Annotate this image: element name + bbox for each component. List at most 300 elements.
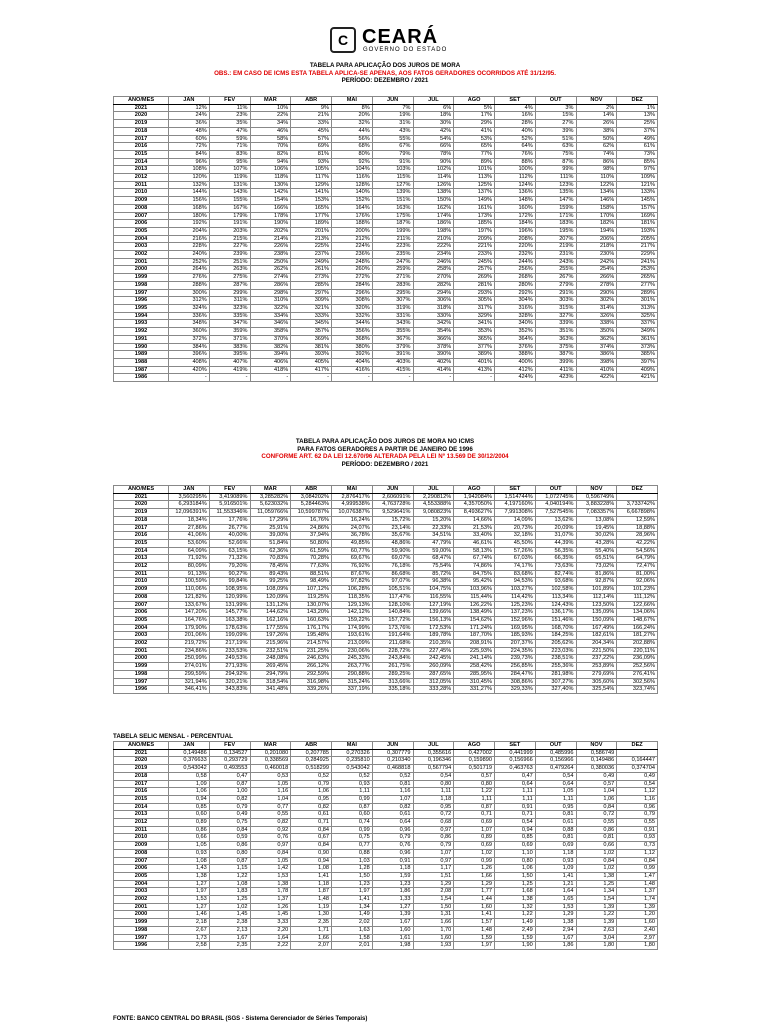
table-cell: 77%	[454, 150, 495, 158]
table-cell: 279,69%	[576, 670, 617, 678]
table-cell: 59%	[209, 135, 250, 143]
table-cell: 0,69	[454, 842, 495, 850]
table-cell: 178,63%	[209, 624, 250, 632]
table-cell: 190%	[250, 220, 291, 228]
table-cell: 225,93%	[454, 647, 495, 655]
table-cell: 279%	[535, 281, 576, 289]
table-cell: 110%	[576, 174, 617, 182]
table-cell: 160,63%	[291, 616, 332, 624]
table-cell: 15%	[535, 112, 576, 120]
table-cell: 1,50	[495, 872, 536, 880]
table-cell: 238%	[250, 251, 291, 259]
table-cell: 2,07	[291, 942, 332, 950]
table-cell: 215,96%	[250, 640, 291, 648]
table-cell: 363%	[535, 335, 576, 343]
table-cell: 40,00%	[209, 532, 250, 540]
table-cell: 1,08	[291, 865, 332, 873]
row-year: 2000	[114, 655, 169, 663]
table-cell: 107%	[209, 166, 250, 174]
table-row	[114, 197, 658, 205]
table-cell: 309%	[291, 297, 332, 305]
table-cell: 3,883228%	[576, 501, 617, 509]
table-cell: 2,97	[617, 934, 658, 942]
row-year: 2016	[114, 532, 169, 540]
table-cell: 0,84	[576, 803, 617, 811]
table-cell: 40%	[495, 127, 536, 135]
table-cell: 1,08	[209, 880, 250, 888]
table-row	[114, 547, 658, 555]
table-cell: 77,63%	[291, 563, 332, 571]
table-cell: 7,991308%	[495, 509, 536, 517]
table-row	[114, 281, 658, 289]
table-cell: 140%	[332, 189, 373, 197]
table-cell: 105%	[291, 166, 332, 174]
table-cell: 1,12	[617, 849, 658, 857]
table-cell: 164,76%	[169, 616, 210, 624]
table-header-row	[114, 486, 658, 494]
table-cell: 0,61	[535, 819, 576, 827]
table-cell: 9,529641%	[372, 509, 413, 517]
table-cell: 1%	[617, 104, 658, 112]
row-year: 2004	[114, 235, 169, 243]
table-cell: 258,42%	[454, 663, 495, 671]
table-cell: 33%	[291, 120, 332, 128]
table-cell: 64,09%	[169, 547, 210, 555]
table-cell: 343%	[372, 320, 413, 328]
table-cell: 1,22	[495, 911, 536, 919]
table-row	[114, 304, 658, 312]
table-cell: 134%	[576, 189, 617, 197]
table-cell: 299,59%	[169, 670, 210, 678]
table-cell: 304%	[495, 297, 536, 305]
table-cell: 422%	[576, 374, 617, 382]
table-cell: 43%	[372, 127, 413, 135]
table-cell: 0,52	[372, 772, 413, 780]
table-cell: 103,96%	[454, 586, 495, 594]
table-cell: 184,25%	[535, 632, 576, 640]
table-row	[114, 274, 658, 282]
table-cell: 148,67%	[617, 616, 658, 624]
row-year: 2016	[114, 788, 169, 796]
table-cell: 407%	[209, 358, 250, 366]
table-cell: 114%	[413, 174, 454, 182]
table-cell: 1,02	[209, 903, 250, 911]
row-year: 1997	[114, 289, 169, 297]
table-cell: 97%	[617, 166, 658, 174]
table-cell: 1,60	[454, 903, 495, 911]
table-cell: 65%	[454, 143, 495, 151]
table-cell: 154,62%	[454, 616, 495, 624]
table-cell: 168,70%	[535, 624, 576, 632]
table-cell: 0,376633	[169, 757, 210, 765]
table-row	[114, 811, 658, 819]
table1-obs: OBS.: EM CASO DE ICMS ESTA TABELA APLICA-SE APENAS, AOS FATOS GERADORES OCORRIDOS ATÉ 31/12/95.	[214, 69, 556, 77]
row-year: 2021	[114, 104, 169, 112]
table-cell: 219%	[535, 243, 576, 251]
table-cell: 173%	[454, 212, 495, 220]
table-cell: 0,79	[413, 842, 454, 850]
table-cell: 0,485996	[535, 749, 576, 757]
row-year: 2003	[114, 243, 169, 251]
table-row	[114, 880, 658, 888]
column-header: NOV	[576, 97, 617, 105]
table-cell: 1,05	[250, 780, 291, 788]
table-cell: 1,57	[454, 919, 495, 927]
table-cell: 79%	[372, 150, 413, 158]
table-cell: 1,54	[576, 896, 617, 904]
table-cell: 96,38%	[413, 578, 454, 586]
table-row	[114, 780, 658, 788]
table-row	[114, 934, 658, 942]
table-cell: 245,33%	[332, 655, 373, 663]
table-cell: 15,72%	[372, 516, 413, 524]
table-cell: 419%	[209, 366, 250, 374]
table-cell: 179,90%	[169, 624, 210, 632]
table-cell: 74,86%	[454, 563, 495, 571]
table-cell: 124%	[495, 181, 536, 189]
table-cell: 162,16%	[250, 616, 291, 624]
table-row	[114, 204, 658, 212]
table-cell: 121%	[617, 181, 658, 189]
table-cell: 0,91	[617, 826, 658, 834]
table-cell: 239%	[209, 251, 250, 259]
table-cell: 1,08	[169, 857, 210, 865]
table-cell: 191,64%	[372, 632, 413, 640]
table-cell: 370%	[250, 335, 291, 343]
table-cell: 1,61	[372, 934, 413, 942]
table-cell: 0,66	[576, 842, 617, 850]
column-header: FEV	[209, 486, 250, 494]
table-cell: 52,66%	[209, 539, 250, 547]
table-cell: 314%	[576, 304, 617, 312]
table-cell: 1,80	[576, 942, 617, 950]
table-cell: 11,553346%	[209, 509, 250, 517]
table-cell: 142,12%	[332, 609, 373, 617]
table-cell: 117%	[291, 174, 332, 182]
table-cell: 216%	[169, 235, 210, 243]
table-cell: 47,79%	[413, 539, 454, 547]
table-cell: 289%	[617, 289, 658, 297]
table-cell: 325%	[617, 312, 658, 320]
table-cell: 2,02	[332, 919, 373, 927]
table-cell: 343,83%	[209, 686, 250, 694]
table-cell: 225%	[291, 243, 332, 251]
table-cell: 253%	[617, 266, 658, 274]
table-cell: 0,460018	[250, 765, 291, 773]
table-cell: 222%	[413, 243, 454, 251]
table-cell: 0,80	[454, 780, 495, 788]
table-cell: 143%	[209, 189, 250, 197]
table-cell: 35,67%	[372, 532, 413, 540]
table-cell: 3,560295%	[169, 493, 210, 501]
table-cell: 386%	[576, 351, 617, 359]
table-row	[114, 686, 658, 694]
table-cell: 53%	[454, 135, 495, 143]
table-cell: 256%	[495, 266, 536, 274]
table-cell: 174,99%	[332, 624, 373, 632]
table-cell: 245%	[454, 258, 495, 266]
table-row	[114, 872, 658, 880]
table-cell: 1,67	[209, 934, 250, 942]
table-cell: 410%	[576, 366, 617, 374]
table-cell: 327%	[535, 312, 576, 320]
table-cell: 288%	[169, 281, 210, 289]
table-cell: 289,25%	[372, 670, 413, 678]
column-header: JAN	[169, 486, 210, 494]
table-cell: 390%	[413, 351, 454, 359]
row-year: 2001	[114, 903, 169, 911]
table-cell: -	[413, 374, 454, 382]
table-cell: 0,543042	[169, 765, 210, 773]
table-cell: 1,50	[413, 903, 454, 911]
table-cell: 244%	[495, 258, 536, 266]
row-year: 2019	[114, 765, 169, 773]
table-cell: 194%	[576, 227, 617, 235]
table-cell: 129,13%	[332, 601, 373, 609]
table-cell	[617, 749, 658, 757]
table-cell: 0,49	[617, 772, 658, 780]
table-cell: 0,99	[332, 826, 373, 834]
table-cell: 67,03%	[495, 555, 536, 563]
table-cell: 120,09%	[250, 593, 291, 601]
table-row	[114, 647, 658, 655]
table-cell: 118,35%	[332, 593, 373, 601]
table-cell: 213%	[291, 235, 332, 243]
table-cell: 76,18%	[372, 563, 413, 571]
table-cell: 13%	[617, 112, 658, 120]
table-cell: 1,16	[617, 795, 658, 803]
table1-title: TABELA PARA APLICAÇÃO DOS JUROS DE MORA	[309, 62, 461, 69]
table-cell: 236,09%	[617, 655, 658, 663]
table-cell: 1,38	[495, 896, 536, 904]
table-cell: 46%	[250, 127, 291, 135]
table-cell: 70,83%	[250, 555, 291, 563]
table-cell: 5,623032%	[250, 501, 291, 509]
row-year: 2002	[114, 251, 169, 259]
table-cell: 7%	[372, 104, 413, 112]
table-cell: 108,95%	[209, 586, 250, 594]
table-cell: 62,36%	[250, 547, 291, 555]
table-cell: 0,95	[535, 803, 576, 811]
row-year: 2011	[114, 570, 169, 578]
table-cell: 1,11	[495, 795, 536, 803]
row-year: 1991	[114, 335, 169, 343]
row-year: 2002	[114, 640, 169, 648]
table-cell: 0,60	[332, 811, 373, 819]
table-row	[114, 343, 658, 351]
table-cell: 0,97	[413, 857, 454, 865]
table-cell: 132%	[169, 181, 210, 189]
table-cell: 181%	[617, 220, 658, 228]
table-cell: 263,77%	[332, 663, 373, 671]
table-cell: 210,35%	[413, 640, 454, 648]
table-row	[114, 888, 658, 896]
table-cell: 123%	[535, 181, 576, 189]
table-cell: 1,17	[413, 865, 454, 873]
table-cell: 400%	[495, 358, 536, 366]
table-cell: 53,60%	[169, 539, 210, 547]
table-cell: 285%	[291, 281, 332, 289]
table-cell: 130,07%	[291, 601, 332, 609]
table-row	[114, 289, 658, 297]
column-header: DEZ	[617, 742, 658, 750]
table-cell: 1,072745%	[535, 493, 576, 501]
table-cell: 1,39	[372, 911, 413, 919]
table-cell: 62%	[576, 143, 617, 151]
table-cell: 99,84%	[209, 578, 250, 586]
table-cell: 0,82	[209, 795, 250, 803]
table-cell: 1,07	[413, 849, 454, 857]
table-cell: 393%	[291, 351, 332, 359]
table-cell: 144%	[169, 189, 210, 197]
table-row	[114, 509, 658, 517]
table-cell: 91%	[372, 158, 413, 166]
table-cell: 250,99%	[169, 655, 210, 663]
row-year: 1993	[114, 320, 169, 328]
table-cell: 1,18	[535, 849, 576, 857]
row-year: 1999	[114, 663, 169, 671]
table-cell: 42,22%	[617, 539, 658, 547]
table-cell: 337,19%	[332, 686, 373, 694]
table-row	[114, 819, 658, 827]
table-cell: 120,99%	[209, 593, 250, 601]
table-cell: 182%	[576, 220, 617, 228]
table-cell: 247%	[372, 258, 413, 266]
table-cell: 0,156966	[535, 757, 576, 765]
table-cell: 2,290812%	[413, 493, 454, 501]
table-cell: 308%	[332, 297, 373, 305]
table-cell: 330%	[413, 312, 454, 320]
table-cell: 1,60	[617, 919, 658, 927]
table-cell: 243%	[535, 258, 576, 266]
table-cell: 122,66%	[617, 601, 658, 609]
table-row	[114, 312, 658, 320]
table-cell: 3%	[535, 104, 576, 112]
table-cell: 15,20%	[413, 516, 454, 524]
selic-table-title: TABELA SELIC MENSAL - PERCENTUAL	[113, 733, 233, 740]
table-cell: 187%	[372, 220, 413, 228]
table-cell: 228,72%	[372, 647, 413, 655]
table-cell: 1,77	[454, 888, 495, 896]
table-row	[114, 772, 658, 780]
row-year: 2008	[114, 204, 169, 212]
table-cell: 92,87%	[576, 578, 617, 586]
table-cell: 405%	[291, 358, 332, 366]
table-cell: 1,21	[535, 880, 576, 888]
table-cell: 0,81	[535, 834, 576, 842]
table-cell: 152,96%	[495, 616, 536, 624]
table-cell: 169,95%	[495, 624, 536, 632]
table-cell: 0,96	[372, 826, 413, 834]
table-cell: 235%	[372, 251, 413, 259]
table-cell: 0,441999	[495, 749, 536, 757]
table-cell: 0,201080	[250, 749, 291, 757]
column-header: DEZ	[617, 486, 658, 494]
table-cell: 85%	[617, 158, 658, 166]
table-cell: 335%	[209, 312, 250, 320]
table-cell: 1,42	[250, 865, 291, 873]
table-cell: 0,82	[372, 803, 413, 811]
table-cell: 1,06	[291, 788, 332, 796]
table-cell: 0,468818	[372, 765, 413, 773]
table-cell: 384%	[169, 343, 210, 351]
row-year: 2020	[114, 757, 169, 765]
table-cell: 418%	[250, 366, 291, 374]
table-cell: 358%	[250, 328, 291, 336]
table-cell: 23%	[209, 112, 250, 120]
table-cell: 131,99%	[209, 601, 250, 609]
table-cell: 0,501719	[454, 765, 495, 773]
table-cell: 118%	[250, 174, 291, 182]
table-cell: 66,35%	[535, 555, 576, 563]
table-cell: 347%	[209, 320, 250, 328]
column-header: FEV	[209, 742, 250, 750]
table-cell: 171%	[535, 212, 576, 220]
table-cell: 16%	[495, 112, 536, 120]
table-cell: 0,76	[372, 842, 413, 850]
table-cell: 111,12%	[617, 593, 658, 601]
table-cell: 4,357050%	[454, 501, 495, 509]
table-cell: 207,37%	[495, 640, 536, 648]
table-cell: 6,293184%	[169, 501, 210, 509]
row-year: 2001	[114, 647, 169, 655]
row-year: 2018	[114, 516, 169, 524]
table-cell: 122%	[576, 181, 617, 189]
table-cell: 260%	[332, 266, 373, 274]
table-cell: 1,09	[535, 865, 576, 873]
table-cell: 1,02	[576, 849, 617, 857]
table-cell: 0,374704	[617, 765, 658, 773]
table-cell: 313%	[617, 304, 658, 312]
table-cell: 327,40%	[535, 686, 576, 694]
table-cell: 290%	[576, 289, 617, 297]
table-cell: 1,74	[617, 896, 658, 904]
table-cell: 104,75%	[413, 586, 454, 594]
row-year: 1998	[114, 281, 169, 289]
table-cell: 321,94%	[169, 678, 210, 686]
table-cell: 2,38	[209, 919, 250, 927]
table-cell: 5%	[454, 104, 495, 112]
table-cell: 198%	[413, 227, 454, 235]
table-cell: 232%	[495, 251, 536, 259]
table-cell: 45%	[291, 127, 332, 135]
table-cell: 339%	[535, 320, 576, 328]
table-cell: 0,80	[495, 857, 536, 865]
table-cell: 81%	[291, 150, 332, 158]
table-row	[114, 266, 658, 274]
table-cell: 59,00%	[413, 547, 454, 555]
column-header: MAI	[332, 97, 373, 105]
table-cell: 0,55	[617, 819, 658, 827]
table-cell: 406%	[250, 358, 291, 366]
table-cell: 0,71	[291, 819, 332, 827]
table-cell: 1,19	[291, 903, 332, 911]
table-cell: 329,33%	[495, 686, 536, 694]
table-row	[114, 765, 658, 773]
table-cell: 414%	[413, 366, 454, 374]
table-cell: 24,07%	[332, 524, 373, 532]
table-cell: 137%	[454, 189, 495, 197]
table-cell: 376%	[495, 343, 536, 351]
table-cell: 201,06%	[169, 632, 210, 640]
table-cell: 242,45%	[413, 655, 454, 663]
table-cell: 217%	[617, 243, 658, 251]
table-cell: 187,70%	[454, 632, 495, 640]
table-cell: 1,45	[209, 911, 250, 919]
table-cell: 380%	[332, 343, 373, 351]
table-cell: 1,71	[291, 926, 332, 934]
table-cell: 89,43%	[250, 570, 291, 578]
